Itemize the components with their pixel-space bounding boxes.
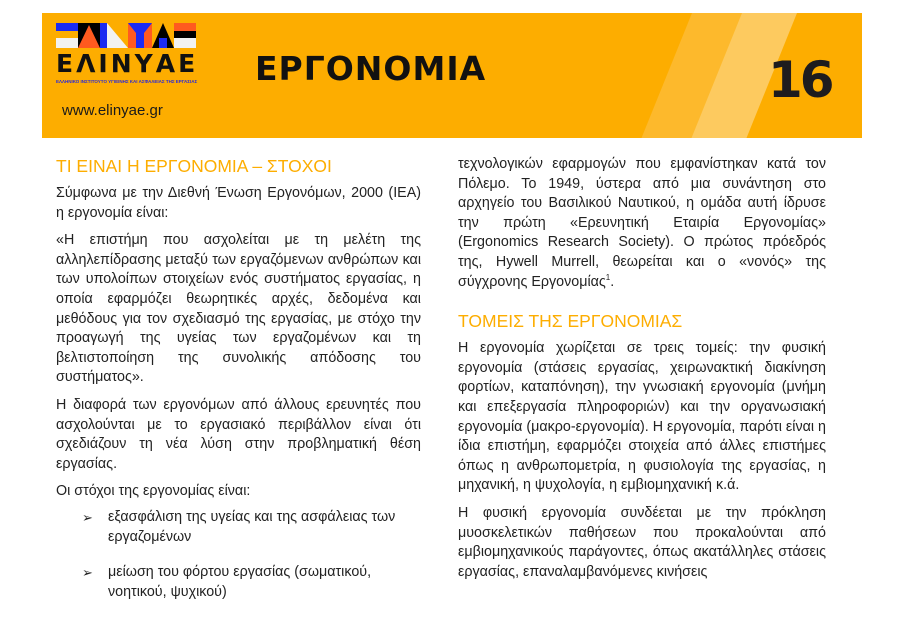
- paragraph: Η διαφορά των εργονόμων από άλλους ερευνητές που ασχολούνται με το εργασιακό περιβάλλον είναι ότι σχεδιάζουν τη νέα λύση στην προβληματική θέση εργασίας.: [56, 396, 421, 472]
- list-item: [82, 508, 421, 547]
- logo-wordmark: ΕΛΙΝΥΑΕ: [56, 49, 199, 78]
- paragraph: Σύμφωνα με την Διεθνή Ένωση Εργονόμων, 2000 (IEA) η εργονομία είναι:: [56, 185, 421, 221]
- list-item: [82, 563, 421, 602]
- logo-flags-icon: [56, 23, 196, 48]
- website-link[interactable]: www.elinyae.gr: [62, 102, 163, 119]
- list-item-text: μείωση του φόρτου εργασίας (σωματικού, νοητικού, ψυχικού): [108, 564, 372, 600]
- right-column: [458, 155, 826, 590]
- page-title: ΕΡΓΟΝΟΜΙΑ: [255, 49, 487, 88]
- paragraph: Οι στόχοι της εργονομίας είναι:: [56, 483, 251, 500]
- history-paragraph: [458, 155, 826, 292]
- period: .: [610, 273, 615, 290]
- section-heading-ergonomics-domains: ΤΟΜΕΙΣ ΤΗΣ ΕΡΓΟΝΟΜΙΑΣ: [458, 311, 683, 332]
- arrowhead-bullet-icon: ➢: [82, 565, 93, 581]
- quote-paragraph: «Η επιστήμη που ασχολείται με τη μελέτη της αλληλεπίδρασης μεταξύ των εργαζόμενων ανθρώπων και των υπολοίπων στοιχείων ενός συστήματος εργασίας, η οποία εφαρμόζει θεωρητικές αρχές, δεδομένα και μεθόδους για τον σχεδιασμό της εργασίας, με στόχο την προαγωγή της υγείας των εργαζομένων και τη βελτιστοποίηση της συνολικής απόδοσης του συστήματος».: [56, 232, 421, 386]
- paragraph: Η εργονομία χωρίζεται σε τρεις τομείς: την φυσική εργονομία (στάσεις εργασίας, χειρωνακτική διακίνηση φορτίων, καταπόνηση), την γνωσιακή εργονομία (μνήμη και επεξεργασία πληροφοριών) και την οργανωσιακή εργονομία (μακρο-εργονομία). Η εργονομία, παρότι είναι η ίδια επιστήμη, εφαρμόζει στοιχεία από άλλες επιστήμες όπως η ανθρωπομετρία, η φυσιολογία της εργασίας, η μηχανική, η ψυχολογία, η εμβιομηχανική κ.ά.: [458, 340, 826, 494]
- arrowhead-bullet-icon: ➢: [82, 509, 93, 525]
- page-number: 16: [768, 51, 832, 109]
- section-heading-what-is-ergonomics: ΤΙ ΕΙΝΑΙ Η ΕΡΓΟΝΟΜΙΑ – ΣΤΟΧΟΙ: [56, 156, 332, 176]
- page-header: [42, 13, 862, 138]
- history-text: τεχνολογικών εφαρμογών που εμφανίστηκαν κατά τον Πόλεμο. Το 1949, ύστερα από μια συνάντηση στο αρχηγείο του Βασιλικού Ναυτικού, η ομάδα αυτή ίδρυσε την πρώτη «Ερευνητική Εταιρία Εργονομίας» (Ergonomics Research Society). Ο πρώτος πρόεδρός της, Hywell Murrell, θεωρείται και ο «νονός» της σύγχρονης Εργονομίας: [458, 156, 826, 290]
- list-item-text: εξασφάλιση της υγείας και της ασφάλειας των εργαζομένων: [108, 508, 396, 545]
- footnote-reference[interactable]: 1: [605, 272, 611, 282]
- elinyae-logo: [56, 23, 199, 84]
- left-column: [56, 155, 421, 618]
- paragraph: Η φυσική εργονομία συνδέεται με την πρόκληση μυοσκελετικών παθήσεων που προκαλούνται από εμβιομηχανικούς παράγοντες, όπως ακατάλληλες στάσεις εργασίας, επαναλαμβανόμενες κινήσεις: [458, 504, 826, 580]
- logo-subtitle: ΕΛΛΗΝΙΚΟ ΙΝΣΤΙΤΟΥΤΟ ΥΓΙΕΙΝΗΣ ΚΑΙ ΑΣΦΑΛΕΙΑΣ ΤΗΣ ΕΡΓΑΣΙΑΣ: [56, 79, 198, 84]
- goals-list: [56, 508, 421, 602]
- signal-flags-icon: [56, 23, 196, 48]
